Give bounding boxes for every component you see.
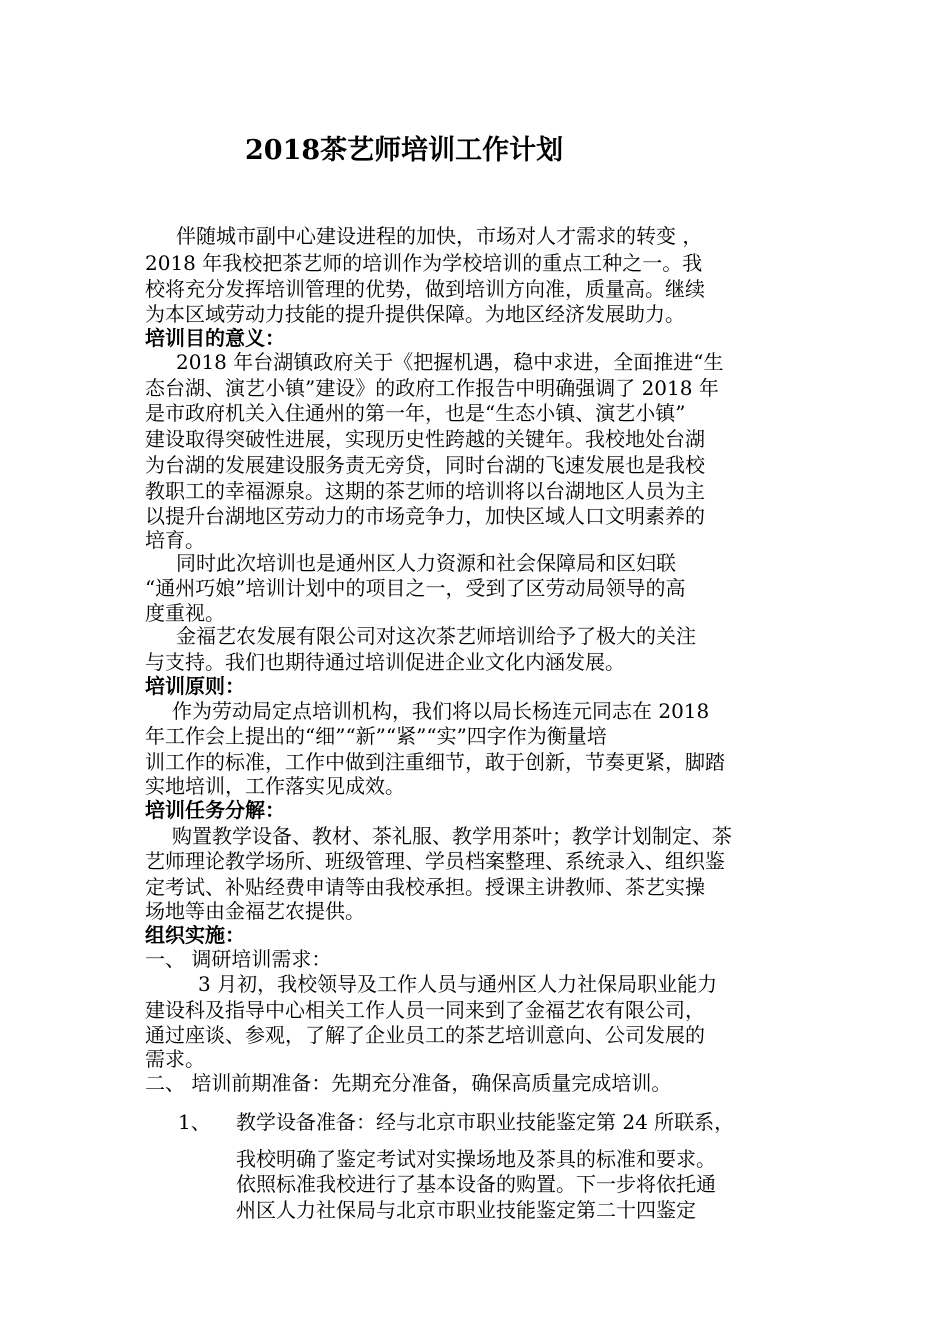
significance-line: 度重视。 [145,601,225,625]
intro-line: 2018 年我校把茶艺师的培训作为学校培训的重点工种之一。我 [145,251,703,275]
document-title: 2018茶艺师培训工作计划 [245,135,564,166]
principles-line: 实地培训，工作落实见成效。 [145,774,405,798]
section-heading-principles: 培训原则： [145,674,245,698]
implementation-line: 通过座谈、参观，了解了企业员工的茶艺培训意向、公司发展的 [145,1023,705,1047]
tasks-line: 艺师理论教学场所、班级管理、学员档案整理、系统录入、组织鉴 [145,849,725,873]
significance-line: 态台湖、演艺小镇”建设》的政府工作报告中明确强调了 2018 年 [145,376,719,400]
significance-line: 与支持。我们也期待通过培训促进企业文化内涵发展。 [145,650,625,674]
significance-line: 是市政府机关入住通州的第一年，也是“生态小镇、演艺小镇” [145,401,686,425]
sub-item-line: 我校明确了鉴定考试对实操场地及茶具的标准和要求。 [236,1147,716,1171]
implementation-line: 3 月初，我校领导及工作人员与通州区人力社保局职业能力 [198,972,718,996]
tasks-line: 购置教学设备、教材、茶礼服、教学用茶叶；教学计划制定、茶 [172,824,732,848]
significance-line: 金福艺农发展有限公司对这次茶艺师培训给予了极大的关注 [176,624,696,648]
tasks-line: 定考试、补贴经费申请等由我校承担。授课主讲教师、茶艺实操 [145,875,705,899]
significance-line: 以提升台湖地区劳动力的市场竞争力，加快区域人口文明素养的 [145,504,705,528]
principles-line: 训工作的标准，工作中做到注重细节，敢于创新，节奏更紧，脚踏 [145,750,725,774]
principles-line: 年工作会上提出的“细”“新”“紧”“实”四字作为衡量培 [145,724,607,748]
significance-line: 建设取得突破性进展，实现历史性跨越的关键年。我校地处台湖 [145,427,705,451]
list-number: 1、 [178,1110,211,1134]
section-heading-tasks: 培训任务分解： [145,798,285,822]
sub-item-line: 教学设备准备：经与北京市职业技能鉴定第 24 所联系， [236,1110,735,1134]
sub-item-line: 州区人力社保局与北京市职业技能鉴定第二十四鉴定 [236,1198,696,1222]
intro-line: 为本区域劳动力技能的提升提供保障。为地区经济发展助力。 [145,302,685,326]
significance-line: 同时此次培训也是通州区人力资源和社会保障局和区妇联 [176,551,676,575]
intro-line: 伴随城市副中心建设进程的加快，市场对人才需求的转变 ， [176,224,703,248]
implementation-item-label: 二、 培训前期准备：先期充分准备，确保高质量完成培训。 [145,1071,672,1095]
section-heading-implementation: 组织实施： [145,923,245,947]
sub-item-line: 依照标准我校进行了基本设备的购置。下一步将依托通 [236,1172,716,1196]
significance-line: 2018 年台湖镇政府关于《把握机遇，稳中求进，全面推进“生 [176,350,724,374]
significance-line: “通州巧娘”培训计划中的项目之一，受到了区劳动局领导的高 [145,576,686,600]
implementation-item-label: 一、 调研培训需求： [145,947,332,971]
significance-line: 教职工的幸福源泉。这期的茶艺师的培训将以台湖地区人员为主 [145,479,705,503]
principles-line: 作为劳动局定点培训机构，我们将以局长杨连元同志在 2018 [172,699,710,723]
significance-line: 为台湖的发展建设服务责无旁贷，同时台湖的飞速发展也是我校 [145,453,705,477]
intro-line: 校将充分发挥培训管理的优势，做到培训方向准，质量高。继续 [145,277,705,301]
implementation-line: 需求。 [145,1047,205,1071]
tasks-line: 场地等由金福艺农提供。 [145,899,365,923]
significance-line: 培育。 [145,528,205,552]
section-heading-significance: 培训目的意义： [145,326,285,350]
implementation-line: 建设科及指导中心相关工作人员一同来到了金福艺农有限公司， [145,998,705,1022]
